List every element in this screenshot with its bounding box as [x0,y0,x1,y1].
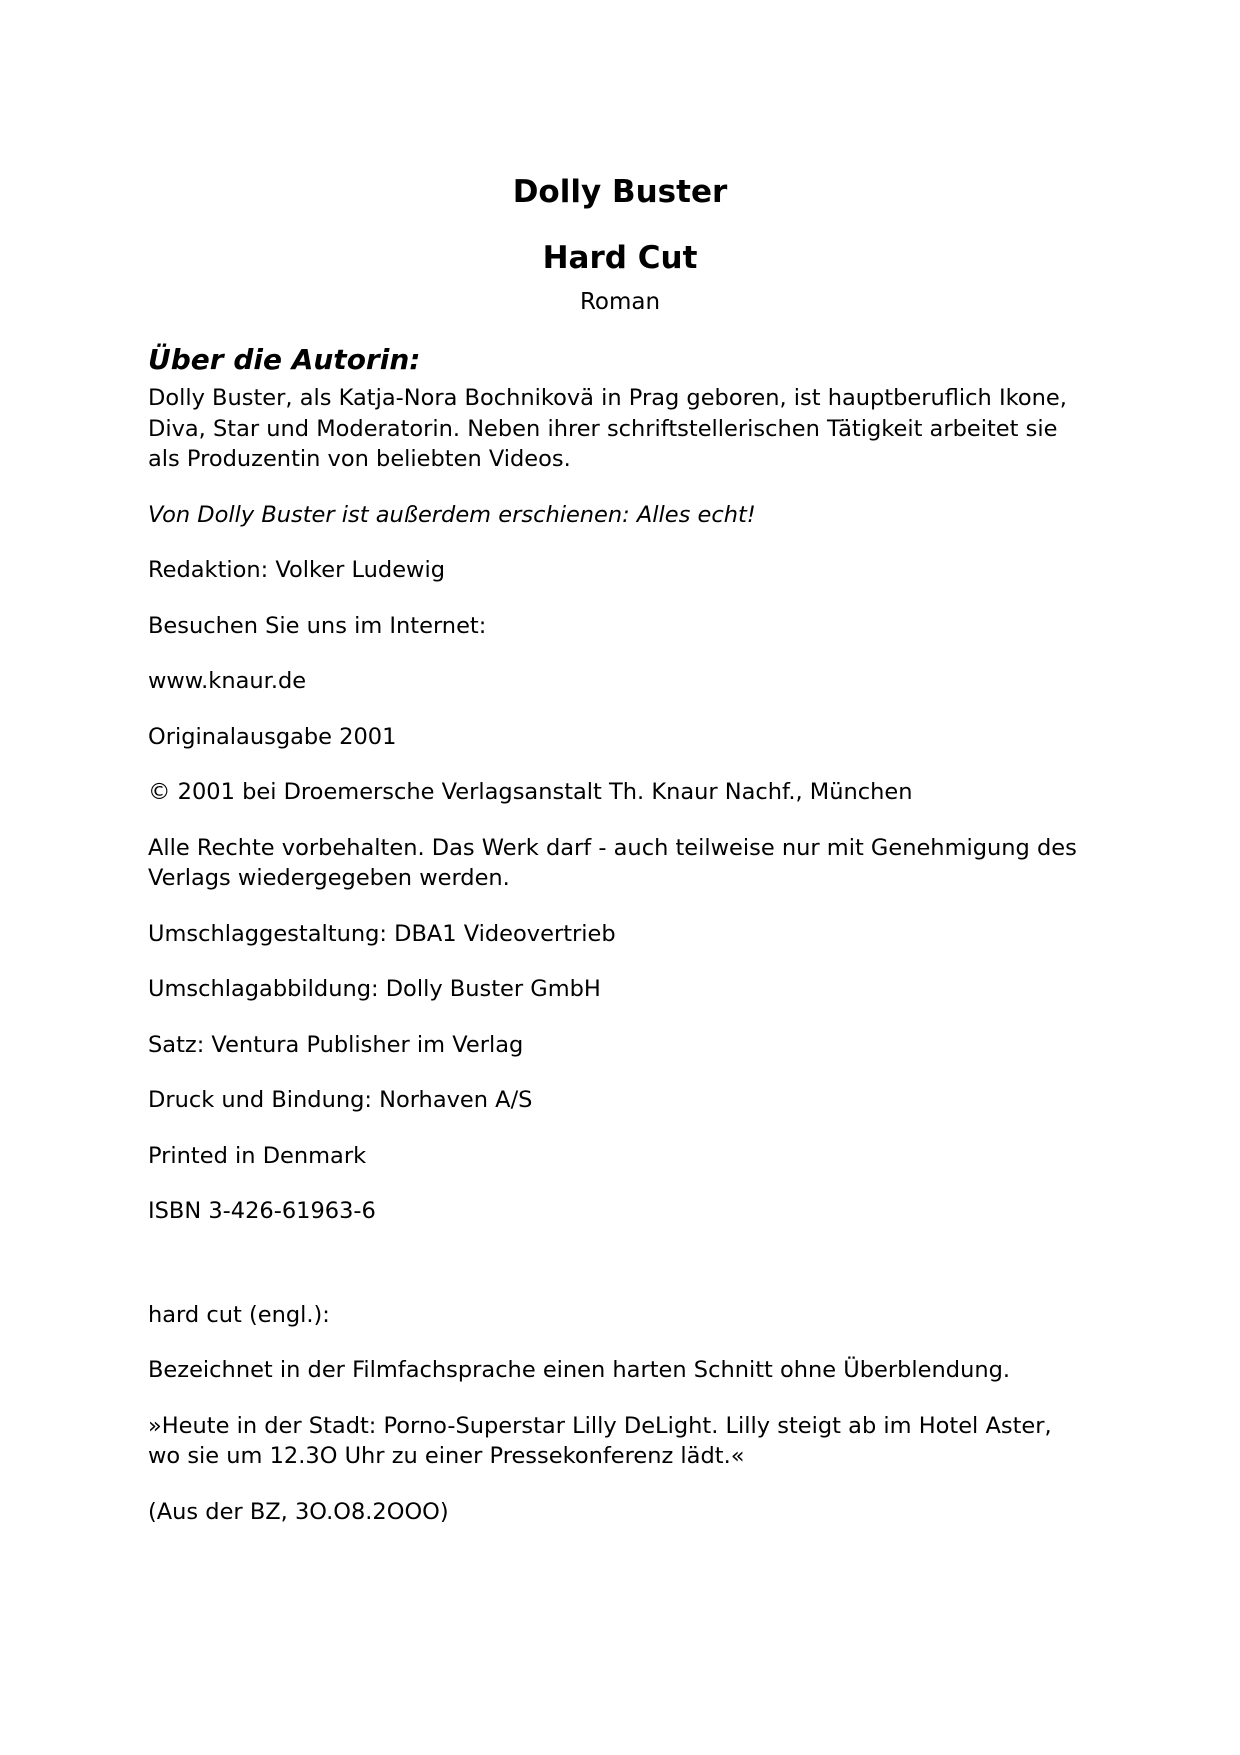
definition-meaning: Bezeichnet in der Filmfachsprache einen harten Schnitt ohne Überblendung. [148,1357,1011,1383]
definition-term: hard cut (engl.): [148,1301,330,1328]
edition-line: Originalausgabe 2001 [148,723,397,750]
isbn-line: ISBN 3-426-61963-6 [148,1198,376,1224]
about-author-heading: Über die Autorin: [148,343,421,376]
author-name: Dolly Buster [512,174,728,210]
quote-source: (Aus der BZ, 3O.O8.2OOO) [148,1498,449,1525]
editor-line: Redaktion: Volker Ludewig [148,557,445,583]
typesetting-line: Satz: Ventura Publisher im Verlag [148,1031,524,1058]
rights-line: Alle Rechte vorbehalten. Das Werk darf - auch teilweise nur mit Genehmigung des Verlags wiedergegeben werden. [148,834,1077,891]
book-title: Hard Cut [542,240,698,276]
printed-in-line: Printed in Denmark [148,1142,367,1169]
body-text [148,383,1088,1552]
book-genre: Roman [579,289,661,315]
website-line: www.knaur.de [148,668,307,694]
copyright-line: © 2001 bei Droemersche Verlagsanstalt Th. Knaur Nachf., München [148,779,913,805]
visit-line: Besuchen Sie uns im Internet: [148,612,487,639]
printing-line: Druck und Bindung: Norhaven A/S [148,1087,533,1113]
spacer [148,1252,1088,1300]
author-bio: Dolly Buster, als Katja-Nora Bochnikovä in Prag geboren, ist hauptberuflich Ikone, Diva, Star und Moderatorin. Neben ihrer schriftstellerischen Tätigkeit arbeitet sie als Produzentin von beliebten Videos. [148,385,1067,472]
cover-design-line: Umschlaggestaltung: DBA1 Videovertrieb [148,920,616,947]
also-published: Von Dolly Buster ist außerdem erschienen: Alles echt! [148,501,756,528]
cover-image-line: Umschlagabbildung: Dolly Buster GmbH [148,976,601,1002]
newspaper-quote: »Heute in der Stadt: Porno-Superstar Lilly DeLight. Lilly steigt ab im Hotel Aster, wo sie um 12.3O Uhr zu einer Pressekonferenz lädt.« [148,1412,1052,1469]
